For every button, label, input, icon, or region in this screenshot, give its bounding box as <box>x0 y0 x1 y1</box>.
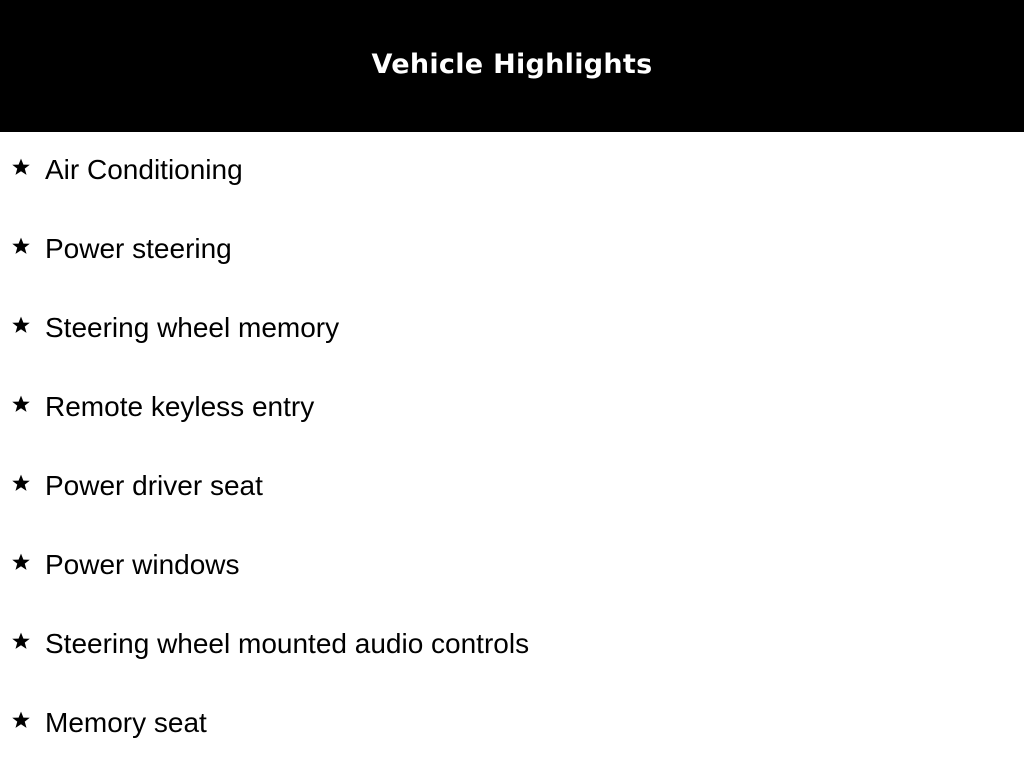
list-item <box>0 527 1024 606</box>
star-icon <box>11 473 31 493</box>
star-icon <box>11 552 31 572</box>
star-icon <box>11 631 31 651</box>
list-item <box>0 448 1024 527</box>
list-item <box>0 132 1024 211</box>
star-icon <box>11 710 31 730</box>
features-list <box>0 132 1024 764</box>
feature-label: Steering wheel mounted audio controls <box>45 628 530 659</box>
star-icon <box>11 157 31 177</box>
list-item <box>0 290 1024 369</box>
header-bar <box>0 0 1024 132</box>
star-icon <box>11 394 31 414</box>
list-item <box>0 685 1024 764</box>
star-icon <box>11 315 31 335</box>
feature-label: Power driver seat <box>45 470 263 501</box>
page-title: Vehicle Highlights <box>371 48 653 80</box>
feature-label: Air Conditioning <box>45 154 243 185</box>
star-icon <box>11 236 31 256</box>
feature-label: Remote keyless entry <box>45 391 315 422</box>
list-item <box>0 369 1024 448</box>
feature-label: Steering wheel memory <box>45 312 340 343</box>
feature-label: Power steering <box>45 233 232 264</box>
list-item <box>0 606 1024 685</box>
list-item <box>0 211 1024 290</box>
feature-label: Power windows <box>45 549 240 580</box>
feature-label: Memory seat <box>45 707 207 738</box>
